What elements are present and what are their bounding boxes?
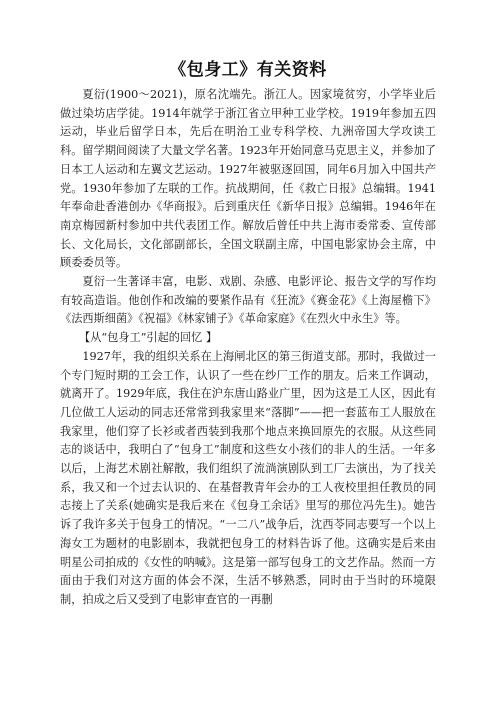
document-body <box>60 86 436 610</box>
works-paragraph: 夏衍一生著译丰富，电影、戏剧、杂感、电影评论、报告文学的写作均有较高造诣。他创作和改编的要紧作品有《狂流》《赛金花》《上海屋檐下》《法西斯细菌》《祝福》《林家铺子》《革命家庭》《在烈火中永生》等。 <box>60 275 436 326</box>
section-heading: 【从“包身工”引起的回忆 】 <box>79 331 218 345</box>
biography-paragraph: 夏衍(1900～2021)，原名沈端先。浙江人。因家境贫穷，小学毕业后做过染坊店学徒。1914年就学于浙江省立甲种工业学校。1919年参加五四运动，毕业后留学日本，先后在明治工业专科学校、九洲帝国大学攻读工科。留学期间阅读了大量文学名著。1923年开始同意马克思主义，并参加了日本工人运动和左翼文艺运动。1927年被驱逐回国，同年6月加入中国共产党。1930年参加了左联的工作。抗战期间，任《救亡日报》总编辑。1941年奉命赴香港创办《华商报》。后到重庆任《新华日报》总编辑。1946年在南京梅园新村参加中共代表团工作。解放后曾任中共上海市委常委、宣传部长、文化局长，文化部副部长，全国文联副主席，中国电影家协会主席，中顾委委员等。 <box>60 88 436 270</box>
memoir-paragraph: 1927年，我的组织关系在上海闸北区的第三街道支部。那时，我做过一个专门短时期的工会工作，认识了一些在纱厂工作的朋友。后来工作调动，就离开了。1929年底，我住在沪东唐山路业广里，因为这是工人区，因此有几位做工人运动的同志还常常到我家里来“落脚”——把一套蓝布工人服放在我家里，他们穿了长衫或者西装到我那个地点来换回原先的衣服。从这些同志的谈话中，我明白了“包身工”制度和这些女小孩们的非人的生活。一年多以后，上海艺术剧社解散，我们组织了流淌演剧队到工厂去演出，为了找关系，我又和一个过去认识的、在基督教青年会办的工人夜校里担任教员的同志接上了关系(她确实是我后来在《包身工余话》里写的那位冯先生)。她告诉了我许多关于包身工的情况。“一二八”战争后，沈西苓同志要写一个以上海女工为题材的电影剧本，我就把包身工的材料告诉了他。这确实是后来由明星公司拍成的《女性的呐喊》。这是第一部写包身工的文艺作品。然而一方面由于我们对这方面的体会不深，生活不够熟悉，同时由于当时的环境限制，拍成之后又受到了电影审查官的一再删 <box>60 349 436 606</box>
document-title: 《包身工》有关资料 <box>169 60 327 80</box>
